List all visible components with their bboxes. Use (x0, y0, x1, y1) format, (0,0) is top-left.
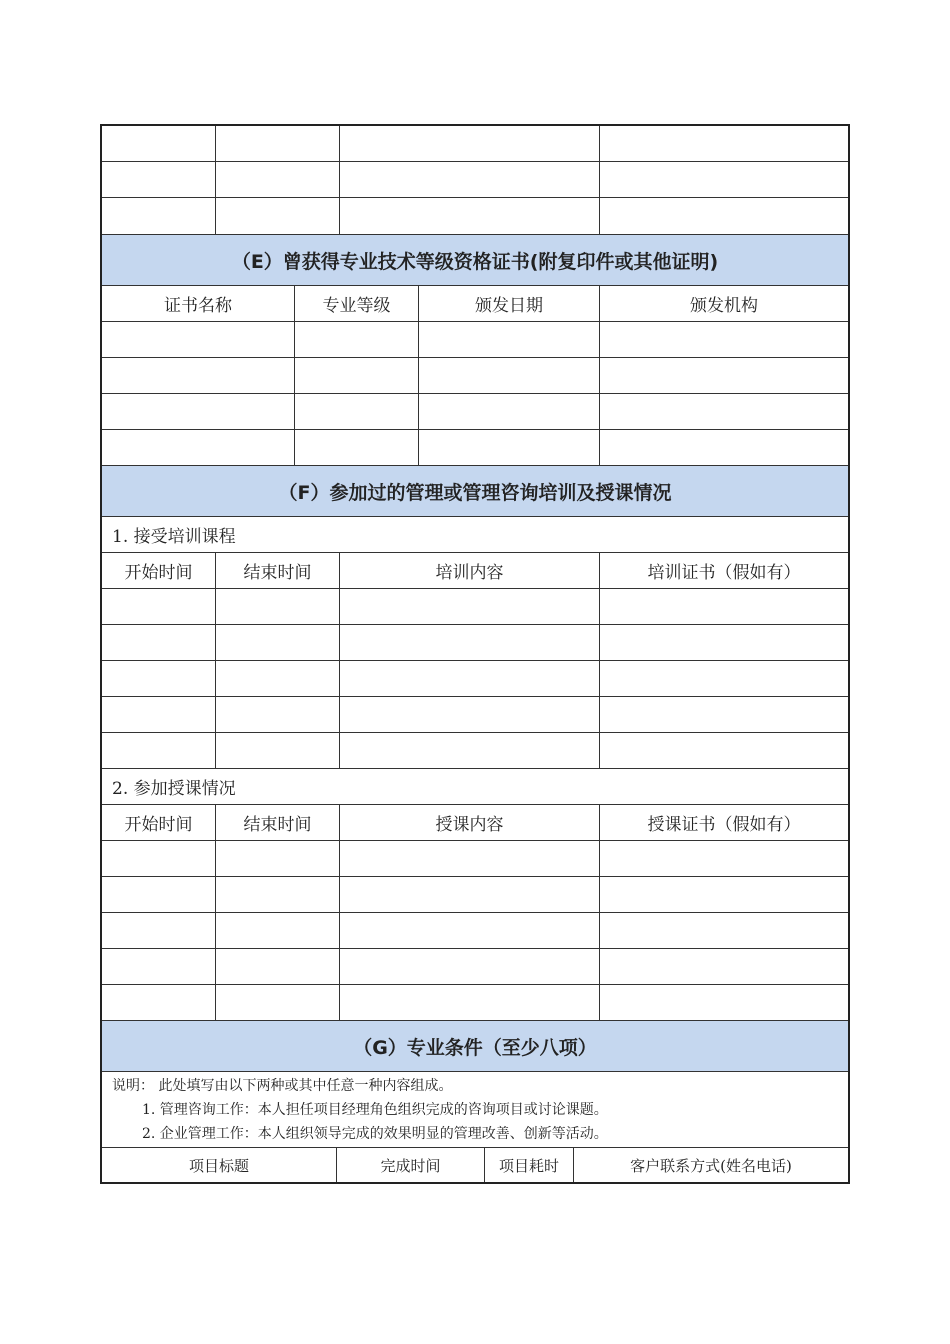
table-row (102, 162, 848, 198)
blank-cell[interactable] (216, 733, 340, 768)
section-f-title: （F）参加过的管理或管理咨询培训及授课情况 (102, 466, 848, 517)
note-item-2: 2. 企业管理工作：本人组织领导完成的效果明显的管理改善、创新等活动。 (142, 1126, 608, 1142)
table-row (102, 949, 848, 985)
header-teaching-cert: 授课证书（假如有） (647, 815, 801, 835)
note-intro: 说明： 此处填写由以下两种或其中任意一种内容组成。 (112, 1078, 453, 1094)
blank-cell[interactable] (102, 198, 216, 234)
blank-cell[interactable] (340, 913, 600, 948)
header-start-time: 开始时间 (102, 805, 216, 840)
header-issue-date: 颁发日期 (419, 286, 600, 321)
table-row (102, 358, 848, 394)
blank-cell[interactable] (600, 913, 848, 948)
blank-cell[interactable] (340, 589, 600, 624)
blank-cell[interactable] (340, 198, 600, 234)
blank-cell[interactable] (419, 394, 600, 429)
blank-cell[interactable] (216, 589, 340, 624)
header-project-title: 项目标题 (102, 1148, 337, 1182)
blank-cell[interactable] (216, 841, 340, 876)
blank-cell[interactable] (102, 126, 216, 161)
blank-cell[interactable] (102, 661, 216, 696)
header-client-contact: 客户联系方式(姓名电话) (630, 1156, 792, 1175)
blank-cell[interactable] (216, 913, 340, 948)
header-training-content: 培训内容 (340, 553, 600, 588)
blank-cell[interactable] (419, 430, 600, 465)
blank-cell[interactable] (600, 198, 848, 234)
blank-cell[interactable] (216, 697, 340, 732)
blank-cell[interactable] (600, 877, 848, 912)
blank-cell[interactable] (340, 985, 600, 1020)
blank-cell[interactable] (102, 913, 216, 948)
application-form (100, 124, 850, 1184)
blank-cell[interactable] (340, 625, 600, 660)
blank-cell[interactable] (419, 322, 600, 357)
blank-cell[interactable] (102, 877, 216, 912)
section-g-title: （G）专业条件（至少八项） (102, 1021, 848, 1072)
header-level: 专业等级 (295, 286, 419, 321)
section-e-title: （E）曾获得专业技术等级资格证书(附复印件或其他证明) (102, 235, 848, 286)
header-end-time: 结束时间 (216, 805, 340, 840)
header-issuer: 颁发机构 (690, 296, 758, 316)
blank-cell[interactable] (216, 198, 340, 234)
blank-cell[interactable] (600, 841, 848, 876)
blank-cell[interactable] (102, 358, 295, 393)
blank-cell[interactable] (102, 841, 216, 876)
header-completion-time: 完成时间 (337, 1148, 485, 1182)
header-training-cert: 培训证书（假如有） (647, 563, 801, 583)
table-row (102, 913, 848, 949)
table-row (102, 697, 848, 733)
table-row (102, 430, 848, 466)
blank-cell[interactable] (102, 322, 295, 357)
blank-cell[interactable] (419, 358, 600, 393)
blank-cell[interactable] (600, 430, 848, 465)
table-row (102, 733, 848, 769)
table-row (102, 322, 848, 358)
blank-cell[interactable] (102, 162, 216, 197)
section-g-header-row (102, 1148, 848, 1182)
table-row (102, 625, 848, 661)
blank-cell[interactable] (340, 126, 600, 161)
header-teaching-content: 授课内容 (340, 805, 600, 840)
blank-cell[interactable] (216, 877, 340, 912)
blank-cell[interactable] (340, 949, 600, 984)
blank-cell[interactable] (295, 322, 419, 357)
blank-cell[interactable] (340, 841, 600, 876)
blank-cell[interactable] (102, 625, 216, 660)
blank-cell[interactable] (340, 661, 600, 696)
header-start-time: 开始时间 (102, 553, 216, 588)
training-header-row (102, 553, 848, 589)
blank-cell[interactable] (216, 625, 340, 660)
blank-cell[interactable] (340, 697, 600, 732)
table-row (102, 841, 848, 877)
table-row (102, 394, 848, 430)
blank-cell[interactable] (340, 877, 600, 912)
blank-cell[interactable] (102, 430, 295, 465)
note-item-1: 1. 管理咨询工作：本人担任项目经理角色组织完成的咨询项目或讨论课题。 (142, 1102, 608, 1118)
blank-cell[interactable] (600, 322, 848, 357)
blank-cell[interactable] (295, 394, 419, 429)
table-row (102, 198, 848, 235)
header-cert-name: 证书名称 (102, 286, 295, 321)
blank-cell[interactable] (295, 430, 419, 465)
blank-cell[interactable] (102, 949, 216, 984)
blank-cell[interactable] (600, 394, 848, 429)
blank-cell[interactable] (340, 733, 600, 768)
table-row (102, 877, 848, 913)
teaching-label: 2. 参加授课情况 (102, 769, 848, 805)
blank-cell[interactable] (600, 358, 848, 393)
training-label: 1. 接受培训课程 (102, 517, 848, 553)
blank-cell[interactable] (600, 162, 848, 197)
blank-cell[interactable] (600, 733, 848, 768)
blank-cell[interactable] (102, 985, 216, 1020)
header-project-duration: 项目耗时 (485, 1148, 574, 1182)
blank-cell[interactable] (102, 733, 216, 768)
blank-cell[interactable] (600, 625, 848, 660)
blank-cell[interactable] (102, 697, 216, 732)
blank-cell[interactable] (600, 985, 848, 1020)
blank-cell[interactable] (600, 661, 848, 696)
table-row (102, 589, 848, 625)
table-row (102, 661, 848, 697)
blank-cell[interactable] (216, 985, 340, 1020)
blank-cell[interactable] (216, 661, 340, 696)
table-row (102, 126, 848, 162)
blank-cell[interactable] (102, 589, 216, 624)
blank-cell[interactable] (102, 394, 295, 429)
blank-cell[interactable] (216, 949, 340, 984)
blank-cell[interactable] (216, 126, 340, 161)
blank-cell[interactable] (600, 697, 848, 732)
teaching-header-row (102, 805, 848, 841)
section-e-header-row (102, 286, 848, 322)
blank-cell[interactable] (600, 126, 848, 161)
blank-cell[interactable] (600, 949, 848, 984)
blank-cell[interactable] (340, 162, 600, 197)
table-row (102, 985, 848, 1021)
header-end-time: 结束时间 (216, 553, 340, 588)
blank-cell[interactable] (295, 358, 419, 393)
blank-cell[interactable] (600, 589, 848, 624)
section-g-note (102, 1072, 848, 1148)
blank-cell[interactable] (216, 162, 340, 197)
